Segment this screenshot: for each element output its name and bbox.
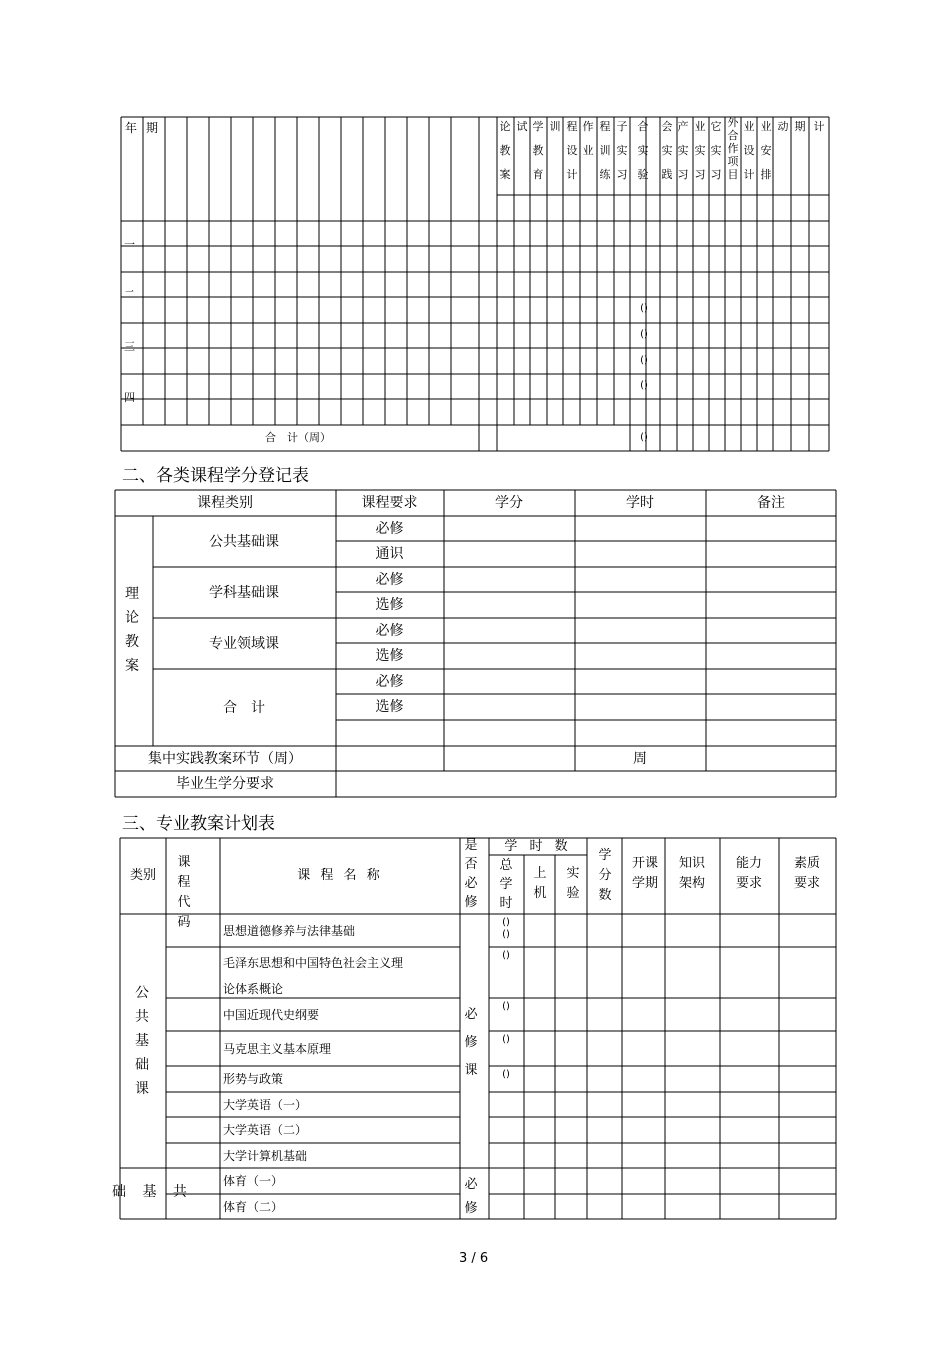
course-hours: () — [502, 1034, 510, 1045]
practice-label: 集中实践教案环节（周） — [148, 750, 302, 767]
schedule-col-header: 产实习 — [677, 120, 689, 181]
schedule-col-header: 程设计 — [566, 120, 578, 181]
header-credits: 学分 — [495, 495, 523, 511]
header-lab: 实验 — [566, 866, 580, 901]
schedule-col-header: 计 — [813, 120, 825, 133]
header-term — [626, 854, 664, 894]
year-2-label: 二 — [124, 288, 135, 301]
schedule-col-header: 会实践 — [661, 120, 673, 181]
course-name: 思想道德修养与法律基础 — [223, 924, 356, 938]
schedule-col-header: 学教育 — [532, 120, 544, 181]
section-2-heading: 二、各类课程学分登记表 — [122, 466, 309, 486]
header-computer: 上机 — [533, 866, 547, 901]
schedule-col-header: 动 — [777, 120, 789, 133]
req-required: 必修 — [375, 520, 404, 537]
schedule-col-header: 子实习 — [616, 120, 628, 181]
paren-value: () — [640, 303, 648, 314]
schedule-col-header: 训 — [549, 120, 561, 133]
course-hours: () — [502, 1001, 510, 1012]
course-name: 大学英语（一） — [223, 1098, 308, 1112]
header-hours-group: 学 时 数 — [504, 838, 572, 854]
bottom-required-label: 必修 — [464, 1177, 478, 1216]
req-required: 必修 — [375, 571, 404, 588]
term-header: 期 — [146, 121, 159, 135]
header-ability-text: 能力要求 — [735, 856, 762, 891]
course-name: 马克思主义基本原理 — [223, 1042, 332, 1056]
req-elective: 选修 — [375, 699, 404, 715]
schedule-col-header: 程训练 — [599, 120, 611, 181]
schedule-col-header: 试 — [516, 120, 528, 133]
course-hours: () () — [502, 917, 510, 940]
paren-value: () — [640, 329, 648, 340]
course-name: 体育（二） — [223, 1200, 284, 1214]
header-course-category: 课程类别 — [197, 495, 253, 511]
header-total-hours: 总学时 — [499, 858, 513, 911]
header-course-name: 课 程 名 称 — [297, 868, 383, 883]
category-public-basic: 公共基础课 — [135, 985, 149, 1097]
req-required: 必修 — [375, 673, 404, 690]
header-course-requirement: 课程要求 — [361, 495, 418, 511]
bottom-category-label: 础 基 共 — [112, 1184, 193, 1200]
header-knowledge-text: 知识架构 — [678, 856, 705, 891]
graduation-credit-label: 毕业生学分要求 — [176, 775, 274, 792]
course-name: 中国近现代史纲要 — [223, 1008, 320, 1022]
course-name — [223, 950, 403, 1002]
course-name-line1: 毛泽东思想和中国特色社会主义理 — [223, 956, 404, 970]
schedule-col-header: 论教案 — [499, 120, 511, 181]
paren-value: () — [640, 355, 648, 366]
year-3-label: 三 — [124, 340, 135, 353]
header-hours: 学时 — [626, 495, 654, 511]
course-name: 形势与政策 — [223, 1072, 284, 1086]
theory-teaching-label: 理论教案 — [125, 586, 139, 674]
section-3-heading: 三、专业教案计划表 — [122, 814, 275, 834]
year-1-label: 一 — [124, 238, 135, 251]
req-general: 通识 — [375, 546, 404, 562]
year-header: 年 — [125, 121, 138, 135]
schedule-col-header: 业设计 — [743, 120, 755, 181]
header-category: 类别 — [129, 868, 156, 883]
course-name: 大学英语（二） — [223, 1123, 308, 1137]
page-number: 3 / 6 — [459, 1251, 489, 1266]
schedule-col-header: 期 — [794, 120, 806, 133]
course-name: 体育（一） — [223, 1174, 284, 1188]
paren-value: () — [640, 380, 648, 391]
header-credits: 学分数 — [598, 848, 612, 903]
total-weeks-label: 合 计（周） — [265, 431, 331, 444]
schedule-col-header: 它实习 — [710, 120, 722, 181]
total-weeks-value: () — [640, 432, 648, 443]
schedule-col-header: 业实习 — [694, 120, 706, 181]
header-knowledge — [665, 854, 719, 894]
header-ability — [720, 854, 778, 894]
header-code: 课程代码 — [177, 855, 199, 930]
schedule-col-header: 合实验 — [637, 120, 649, 181]
required-course-label: 必修课 — [464, 1007, 478, 1078]
header-quality — [779, 854, 835, 894]
req-elective: 选修 — [375, 597, 404, 613]
course-hours: () — [502, 950, 510, 961]
course-hours: () — [502, 1069, 510, 1080]
header-notes: 备注 — [757, 495, 785, 511]
group-public-basic: 公共基础课 — [209, 533, 279, 550]
group-professional-field: 专业领域课 — [209, 635, 279, 652]
group-total: 合 计 — [223, 699, 265, 716]
header-term-text: 开课学期 — [631, 856, 658, 891]
req-elective: 选修 — [375, 648, 404, 664]
course-name-line2: 论体系概论 — [223, 982, 284, 996]
year-4-label: 四 — [124, 391, 135, 404]
header-code-top — [170, 853, 216, 933]
header-required: 是否必修 — [464, 838, 478, 910]
schedule-col-header: 作业 — [582, 120, 594, 157]
schedule-col-header: 业安排 — [760, 120, 772, 181]
group-discipline-basic: 学科基础课 — [209, 584, 279, 601]
header-quality-text: 素质要求 — [793, 856, 820, 891]
req-required: 必修 — [375, 622, 404, 639]
schedule-col-header: 外合作项目 — [727, 116, 739, 181]
course-name: 大学计算机基础 — [223, 1149, 308, 1163]
practice-unit: 周 — [633, 750, 647, 767]
